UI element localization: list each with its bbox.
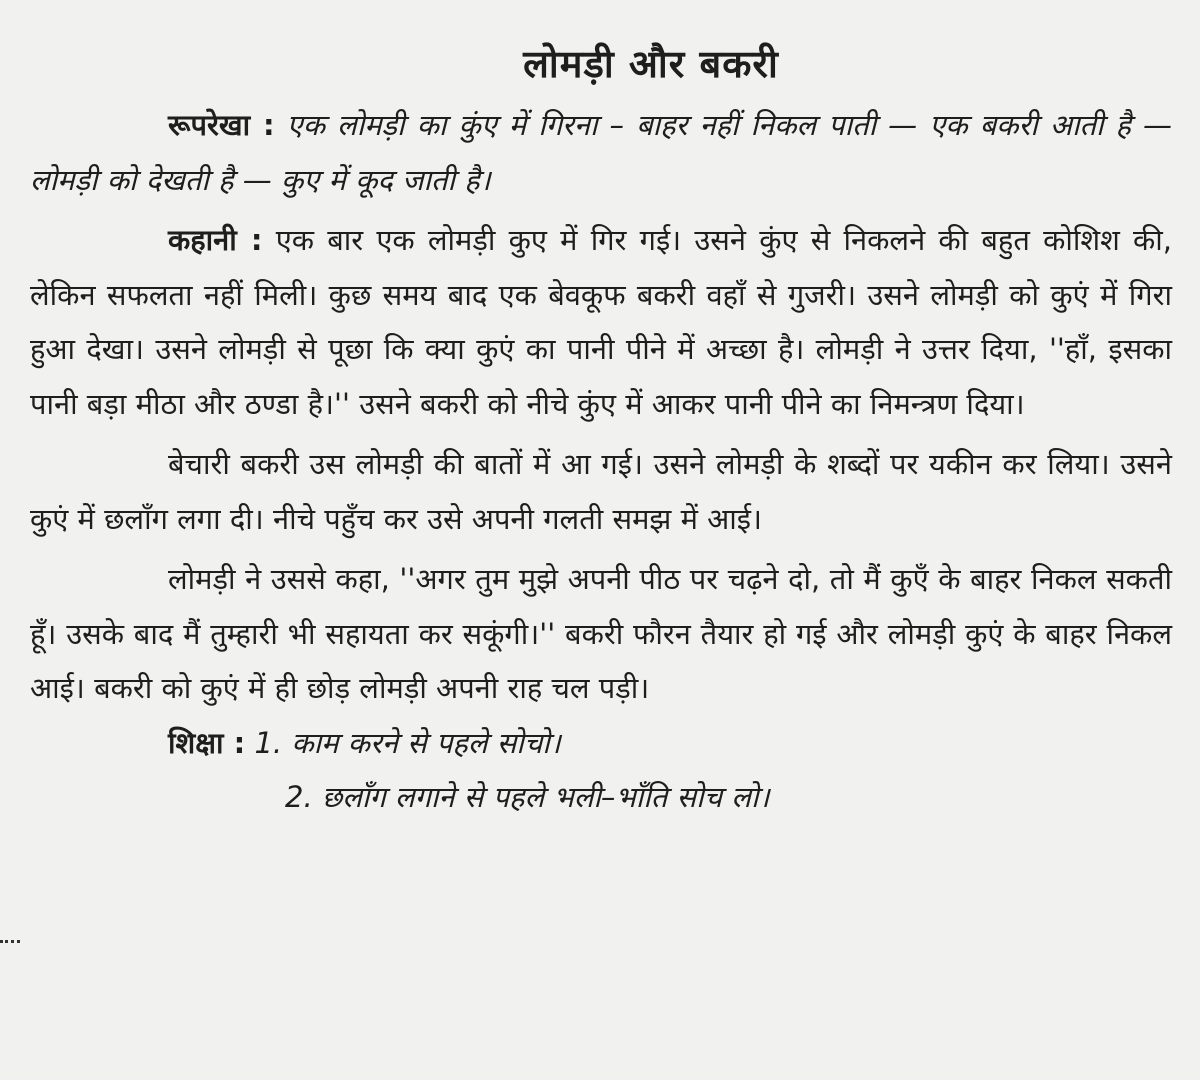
story-paragraph-2: [30, 437, 1172, 546]
moral-line-2-row: [30, 770, 1172, 825]
margin-dash-mark: [0, 940, 20, 946]
page-title: लोमड़ी और बकरी: [523, 42, 779, 86]
moral-section: [30, 716, 1172, 825]
moral-label: शिक्षा :: [168, 725, 246, 760]
story-label: कहानी :: [168, 223, 263, 257]
outline-paragraph: [30, 98, 1172, 207]
story-paragraph-1: [30, 213, 1172, 431]
story-text-2: बेचारी बकरी उस लोमड़ी की बातों में आ गई। उसने लोमड़ी के शब्दों पर यकीन कर लिया। उसने कुएं में छलाँग लगा दी। नीचे पहुँच कर उसे अपनी गलती समझ में आई।: [30, 447, 1172, 536]
outline-label: रूपरेखा :: [168, 108, 275, 142]
moral-line-2: 2. छलाँग लगाने से पहले भली–भाँति सोच लो।: [285, 780, 770, 814]
story-paragraph-3: [30, 552, 1172, 716]
story-text-3: लोमड़ी ने उससे कहा, ''अगर तुम मुझे अपनी पीठ पर चढ़ने दो, तो मैं कुएँ के बाहर निकल सकती हूँ। उसके बाद मैं तुम्हारी भी सहायता कर सकूंगी।'' बकरी फौरन तैयार हो गई और लोमड़ी कुएं के बाहर निकल आई। बकरी को कुएं में ही छोड़ लोमड़ी अपनी राह चल पड़ी।: [30, 562, 1172, 705]
outline-text: एक लोमड़ी का कुंए में गिरना – बाहर नहीं निकल पाती — एक बकरी आती है — लोमड़ी को देखती है — कुए में कूद जाती है।: [30, 108, 1172, 197]
story-text-1: एक बार एक लोमड़ी कुए में गिर गई। उसने कुंए से निकलने की बहुत कोशिश की, लेकिन सफलता नहीं मिली। कुछ समय बाद एक बेवकूफ बकरी वहाँ से गुजरी। उसने लोमड़ी को कुएं में गिरा हुआ देखा। उसने लोमड़ी से पूछा कि क्या कुएं का पानी पीने में अच्छा है। लोमड़ी ने उत्तर दिया, ''हाँ, इसका पानी बड़ा मीठा और ठण्डा है।'' उसने बकरी को नीचे कुंए में आकर पानी पीने का निमन्त्रण दिया।: [30, 223, 1173, 421]
moral-line-1: 1. काम करने से पहले सोचो।: [254, 725, 561, 760]
moral-line-1-row: [30, 716, 1172, 771]
